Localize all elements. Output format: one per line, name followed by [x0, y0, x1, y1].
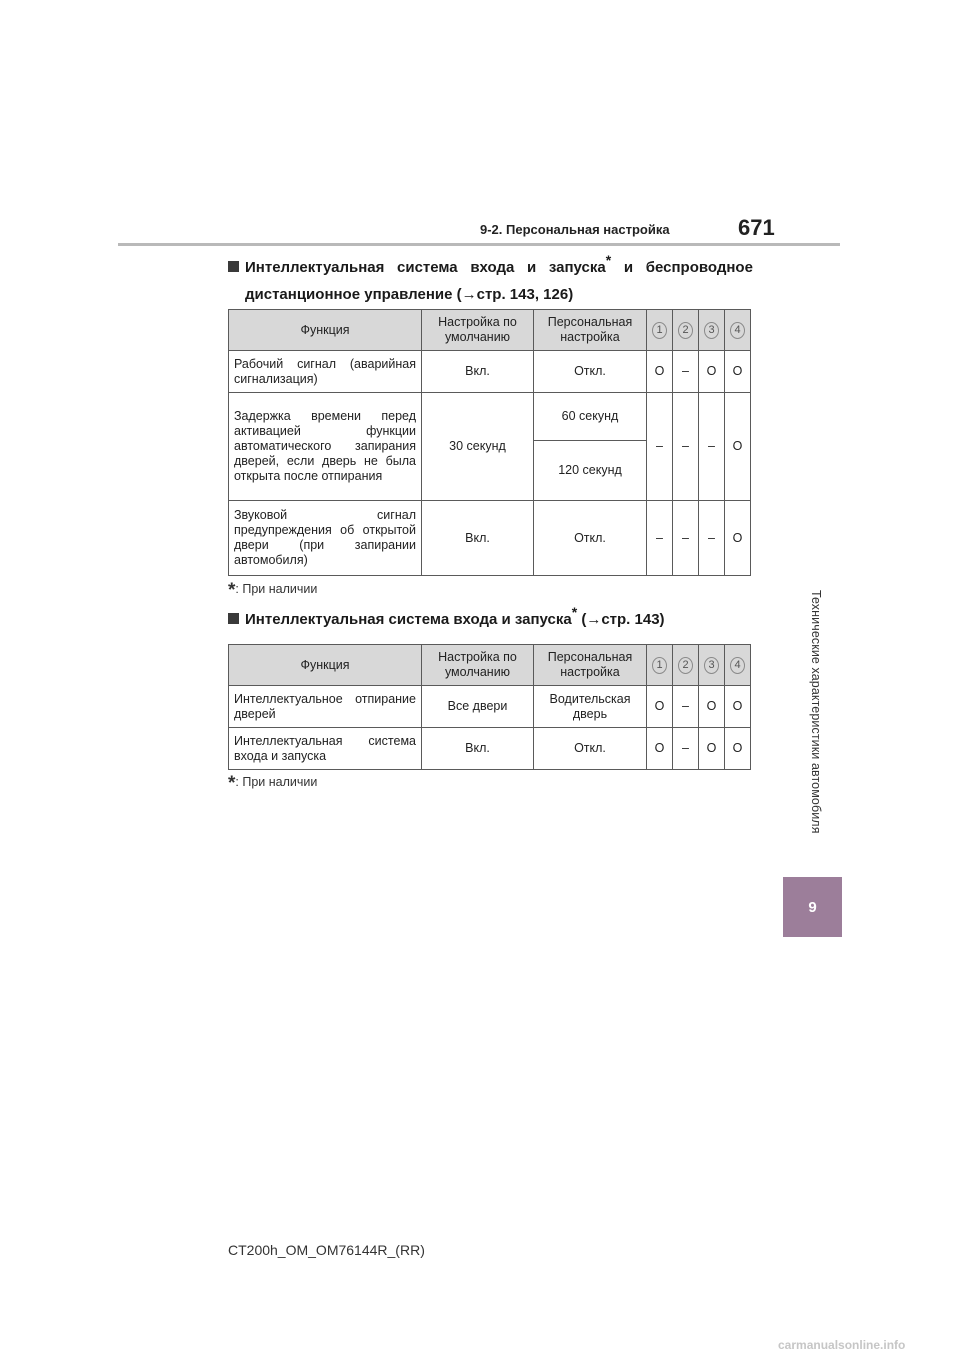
method-cell: O: [699, 686, 725, 728]
method-cell: –: [673, 686, 699, 728]
header-function: Функция: [229, 310, 422, 351]
asterisk-icon: *: [571, 604, 578, 620]
function-cell: Интеллектуальная система входа и запуска: [229, 728, 422, 770]
method-cell: –: [647, 393, 673, 501]
method-cell: –: [673, 351, 699, 393]
page-number: 671: [738, 215, 775, 240]
default-cell: Вкл.: [422, 501, 534, 576]
method-4-icon: 4: [730, 322, 745, 339]
table-row: [229, 351, 751, 393]
method-cell: –: [673, 393, 699, 501]
method-cell: O: [725, 393, 751, 501]
header-function: Функция: [229, 645, 422, 686]
default-cell: 30 секунд: [422, 393, 534, 501]
table-row: [229, 728, 751, 770]
title-word-text: запуска: [548, 259, 606, 276]
method-4-icon: 4: [730, 657, 745, 674]
method-cell: –: [699, 501, 725, 576]
customization-table-1: [228, 309, 751, 576]
table-row: [229, 686, 751, 728]
section1-title: [228, 254, 753, 308]
header-method-3: [699, 310, 725, 351]
table-header-row: [229, 310, 751, 351]
custom-cell: 60 секунд: [534, 393, 647, 441]
asterisk-icon: *: [228, 580, 236, 601]
default-cell: Все двери: [422, 686, 534, 728]
custom-cell: Откл.: [534, 501, 647, 576]
method-cell: O: [725, 351, 751, 393]
method-cell: O: [699, 351, 725, 393]
default-cell: Вкл.: [422, 728, 534, 770]
title-word-4: и: [527, 259, 537, 276]
method-cell: O: [647, 351, 673, 393]
method-cell: –: [673, 728, 699, 770]
function-cell: Интеллектуальное отпирание дверей: [229, 686, 422, 728]
header-method-2: [673, 310, 699, 351]
footnote-2: [228, 773, 317, 795]
method-2-icon: 2: [678, 657, 693, 674]
header-method-4: [725, 310, 751, 351]
chapter-tab[interactable]: [783, 877, 842, 937]
table-row: [229, 393, 751, 441]
header-method-1: [647, 645, 673, 686]
section2-title: [228, 606, 665, 633]
title-word-6: и: [623, 259, 634, 276]
title-word-3: входа: [470, 259, 515, 276]
header-custom: Персональная настройка: [534, 645, 647, 686]
asterisk-icon: *: [228, 773, 236, 794]
custom-cell: Водительская дверь: [534, 686, 647, 728]
asterisk-icon: *: [605, 252, 612, 268]
footnote-text: : При наличии: [235, 582, 318, 596]
header-method-1: [647, 310, 673, 351]
method-cell: O: [725, 728, 751, 770]
section2-title-text: Интеллектуальная система входа и запуска: [245, 611, 572, 628]
watermark: carmanualsonline.info: [778, 1338, 906, 1352]
method-3-icon: 3: [704, 657, 719, 674]
customization-table-2: [228, 644, 751, 770]
header-method-4: [725, 645, 751, 686]
title-word-1: [228, 254, 384, 281]
header-default: Настройка по умолчанию: [422, 645, 534, 686]
square-bullet-icon: [228, 613, 239, 624]
method-cell: O: [725, 686, 751, 728]
custom-cell: 120 секунд: [534, 441, 647, 501]
square-bullet-icon: [228, 261, 239, 272]
function-cell: Рабочий сигнал (аварийная сигнализация): [229, 351, 422, 393]
section2-title-ref: (→стр. 143): [577, 611, 665, 628]
custom-cell: Откл.: [534, 728, 647, 770]
header-rule: [118, 243, 840, 246]
method-1-icon: 1: [652, 657, 667, 674]
table-row: [229, 501, 751, 576]
method-cell: –: [647, 501, 673, 576]
method-cell: –: [699, 393, 725, 501]
title-word-7: беспроводное: [645, 259, 753, 276]
document-code: CT200h_OM_OM76144R_(RR): [228, 1242, 425, 1258]
title-word-text: Интеллектуальная: [245, 259, 385, 276]
header-default: Настройка по умолчанию: [422, 310, 534, 351]
method-cell: O: [647, 686, 673, 728]
method-1-icon: 1: [652, 322, 667, 339]
title-word-5: [549, 254, 611, 281]
method-cell: –: [673, 501, 699, 576]
default-cell: Вкл.: [422, 351, 534, 393]
method-2-icon: 2: [678, 322, 693, 339]
chapter-side-label: Технические характеристики автомобиля: [809, 590, 823, 834]
method-cell: O: [725, 501, 751, 576]
method-cell: O: [699, 728, 725, 770]
header-method-3: [699, 645, 725, 686]
method-3-icon: 3: [704, 322, 719, 339]
header-method-2: [673, 645, 699, 686]
header-custom: Персональная настройка: [534, 310, 647, 351]
footnote-text: : При наличии: [235, 775, 318, 789]
title-word-2: система: [397, 259, 458, 276]
section-heading: 9-2. Персональная настройка: [480, 222, 670, 237]
title-line-2: дистанционное управление (→стр. 143, 126): [245, 286, 574, 303]
chapter-number: 9: [808, 898, 817, 916]
table-header-row: [229, 645, 751, 686]
function-cell: Задержка времени перед активацией функции автоматического запирания дверей, если дверь не была открыта после отпирания: [229, 393, 422, 501]
custom-cell: Откл.: [534, 351, 647, 393]
function-cell: Звуковой сигнал предупреждения об открытой двери (при запирании автомобиля): [229, 501, 422, 576]
method-cell: O: [647, 728, 673, 770]
footnote-1: [228, 580, 317, 602]
